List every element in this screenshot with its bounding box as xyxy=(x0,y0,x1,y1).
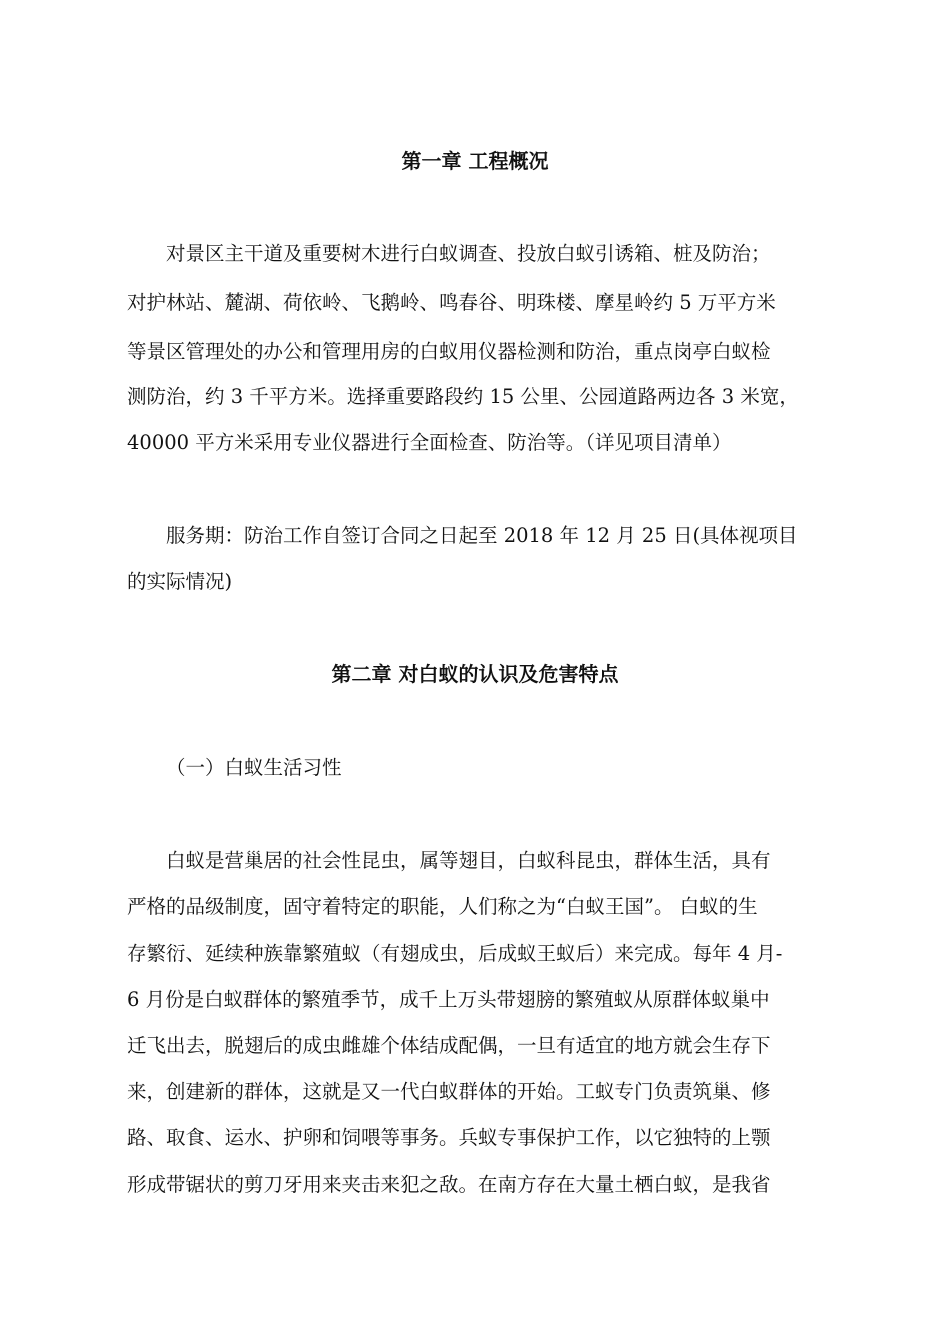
text-line: 的实际情况) xyxy=(127,570,233,593)
text-line: 服务期：防治工作自签订合同之日起至 2018 年 12 月 25 日(具体视项目 xyxy=(166,524,798,547)
text-line: 严格的品级制度，固守着特定的职能，人们称之为“白蚁王国”。 白蚁的生 xyxy=(127,895,758,918)
subsection-heading: （一）白蚁生活习性 xyxy=(166,756,342,779)
text-line: 来，创建新的群体，这就是又一代白蚁群体的开始。工蚁专门负责筑巢、修 xyxy=(127,1080,771,1103)
chapter-1-title: 第一章 工程概况 xyxy=(401,149,549,173)
chapter-2-title: 第二章 对白蚁的认识及危害特点 xyxy=(331,662,619,686)
text-line: 形成带锯状的剪刀牙用来夹击来犯之敌。在南方存在大量土栖白蚁，是我省 xyxy=(127,1173,771,1196)
text-line: 等景区管理处的办公和管理用房的白蚁用仪器检测和防治，重点岗亭白蚁检 xyxy=(127,340,771,363)
text-line: 对护林站、麓湖、荷依岭、飞鹅岭、鸣春谷、明珠楼、摩星岭约 5 万平方米 xyxy=(127,291,776,314)
text-line: 40000 平方米采用专业仪器进行全面检查、防治等。（详见项目清单） xyxy=(127,431,732,454)
text-line: 迁飞出去，脱翅后的成虫雌雄个体结成配偶，一旦有适宜的地方就会生存下 xyxy=(127,1034,771,1057)
text-line: 路、取食、运水、护卵和饲喂等事务。兵蚁专事保护工作，以它独特的上颚 xyxy=(127,1126,771,1149)
text-line: 对景区主干道及重要树木进行白蚁调查、投放白蚁引诱箱、桩及防治； xyxy=(166,242,771,265)
text-line: 存繁衍、延续种族靠繁殖蚁（有翅成虫，后成蚁王蚁后）来完成。每年 4 月- xyxy=(127,942,783,965)
text-line: 白蚁是营巢居的社会性昆虫，属等翅目，白蚁科昆虫，群体生活，具有 xyxy=(166,849,771,872)
text-line: 6 月份是白蚁群体的繁殖季节，成千上万头带翅膀的繁殖蚁从原群体蚁巢中 xyxy=(127,988,770,1011)
text-line: 测防治，约 3 千平方米。选择重要路段约 15 公里、公园道路两边各 3 米宽， xyxy=(127,385,799,408)
